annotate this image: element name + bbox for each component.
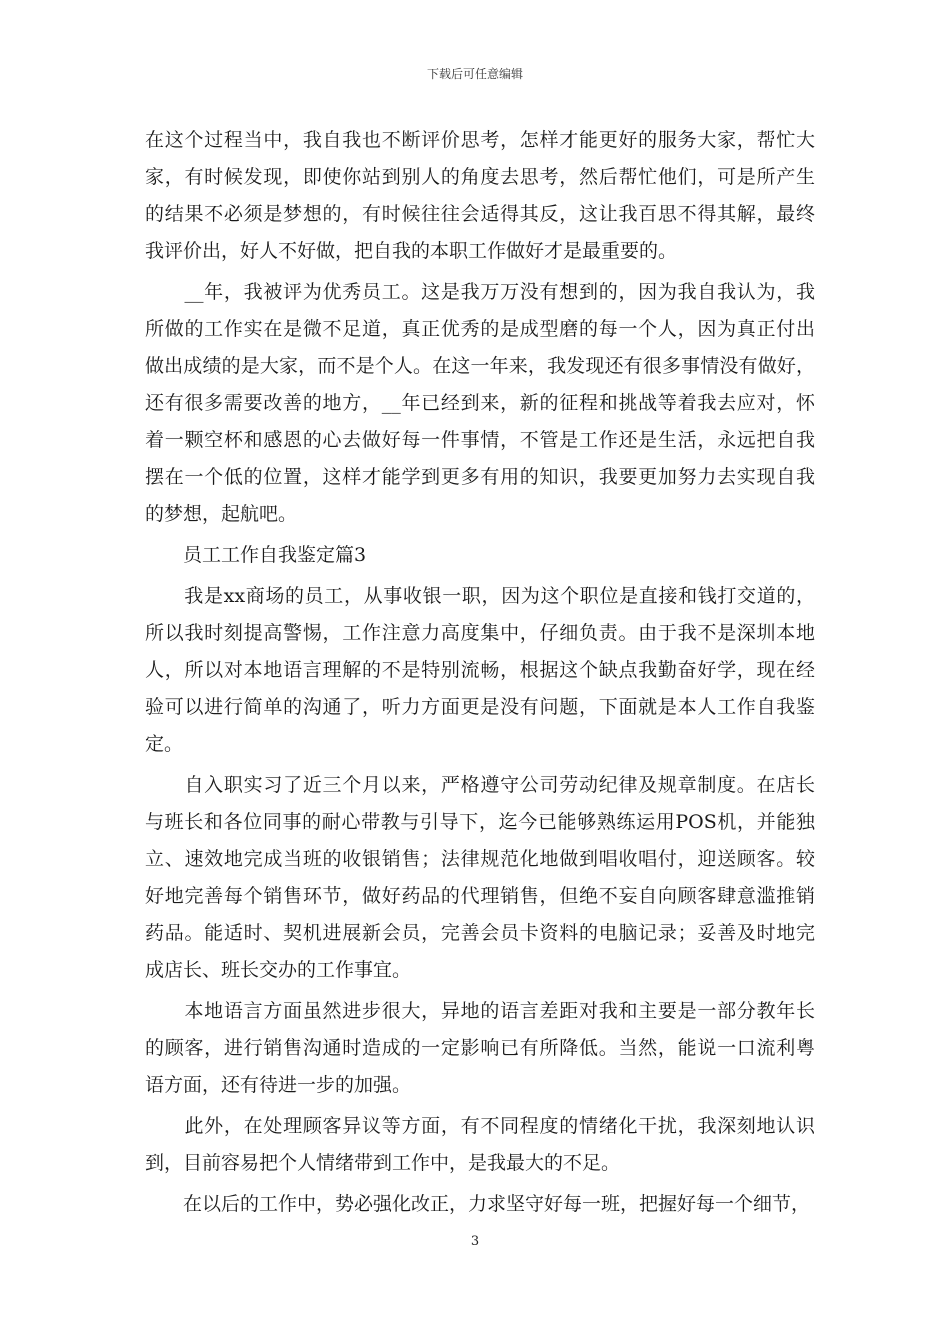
paragraph-line: 人，所以对本地语言理解的不是特别流畅，根据这个缺点我勤奋好学，现在经	[145, 659, 815, 681]
page-header: 下载后可任意编辑	[426, 67, 523, 81]
paragraph-line: 药品。能适时、契机进展新会员，完善会员卡资料的电脑记录；妥善及时地完	[145, 922, 815, 944]
paragraph	[145, 767, 815, 989]
paragraph	[145, 578, 815, 763]
paragraph	[145, 537, 815, 574]
paragraph-line: 还有很多需要改善的地方，__年已经到来，新的征程和挑战等着我去应对，怀	[145, 392, 815, 414]
document-body	[145, 122, 815, 1223]
paragraph-line: 的结果不必须是梦想的，有时候往往会适得其反，这让我百思不得其解，最终	[145, 203, 815, 225]
paragraph-line: 到，目前容易把个人情绪带到工作中，是我最大的不足。	[145, 1152, 621, 1174]
paragraph-line: 所以我时刻提高警惕，工作注意力高度集中，仔细负责。由于我不是深圳本地	[145, 622, 815, 644]
paragraph-line: 成店长、班长交办的工作事宜。	[145, 959, 412, 981]
paragraph	[145, 122, 815, 270]
paragraph-line: 的梦想，起航吧。	[145, 503, 298, 525]
paragraph-line: 着一颗空杯和感恩的心去做好每一件事情，不管是工作还是生活，永远把自我	[145, 429, 815, 451]
paragraph-line: __年，我被评为优秀员工。这是我万万没有想到的，因为我自我认为，我	[145, 281, 815, 303]
paragraph-line: 自入职实习了近三个月以来，严格遵守公司劳动纪律及规章制度。在店长	[145, 774, 815, 796]
paragraph-line: 做出成绩的是大家，而不是个人。在这一年来，我发现还有很多事情没有做好，	[145, 355, 815, 377]
paragraph-line: 语方面，还有待进一步的加强。	[145, 1074, 412, 1096]
paragraph-line: 与班长和各位同事的耐心带教与引导下，迄今已能够熟练运用POS机，并能独	[145, 811, 815, 833]
paragraph-line: 本地语言方面虽然进步很大，异地的语言差距对我和主要是一部分教年长	[145, 1000, 815, 1022]
paragraph	[145, 274, 815, 533]
paragraph	[145, 993, 815, 1104]
paragraph-line: 立、速效地完成当班的收银销售；法律规范化地做到唱收唱付，迎送顾客。较	[145, 848, 815, 870]
paragraph-line: 好地完善每个销售环节，做好药品的代理销售，但绝不妄自向顾客肆意滥推销	[145, 885, 815, 907]
paragraph-line: 定。	[145, 733, 184, 755]
paragraph-line: 验可以进行简单的沟通了，听力方面更是没有问题，下面就是本人工作自我鉴	[145, 696, 815, 718]
paragraph-line: 摆在一个低的位置，这样才能学到更多有用的知识，我要更加努力去实现自我	[145, 466, 815, 488]
paragraph-line: 在以后的工作中，势必强化改正，力求坚守好每一班，把握好每一个细节，	[145, 1193, 811, 1215]
paragraph	[145, 1108, 815, 1182]
page-number: 3	[470, 1234, 480, 1249]
paragraph-line: 我是xx商场的员工，从事收银一职，因为这个职位是直接和钱打交道的，	[145, 585, 815, 607]
paragraph-line: 员工工作自我鉴定篇3	[145, 544, 367, 566]
paragraph	[145, 1186, 815, 1223]
paragraph-line: 我评价出，好人不好做，把自我的本职工作做好才是最重要的。	[145, 240, 678, 262]
paragraph-line: 此外，在处理顾客异议等方面，有不同程度的情绪化干扰，我深刻地认识	[145, 1115, 815, 1137]
paragraph-line: 的顾客，进行销售沟通时造成的一定影响已有所降低。当然，能说一口流利粤	[145, 1037, 815, 1059]
paragraph-line: 所做的工作实在是微不足道，真正优秀的是成型磨的每一个人，因为真正付出	[145, 318, 815, 340]
paragraph-line: 家，有时候发现，即使你站到别人的角度去思考，然后帮忙他们，可是所产生	[145, 166, 815, 188]
paragraph-line: 在这个过程当中，我自我也不断评价思考，怎样才能更好的服务大家，帮忙大	[145, 129, 815, 151]
